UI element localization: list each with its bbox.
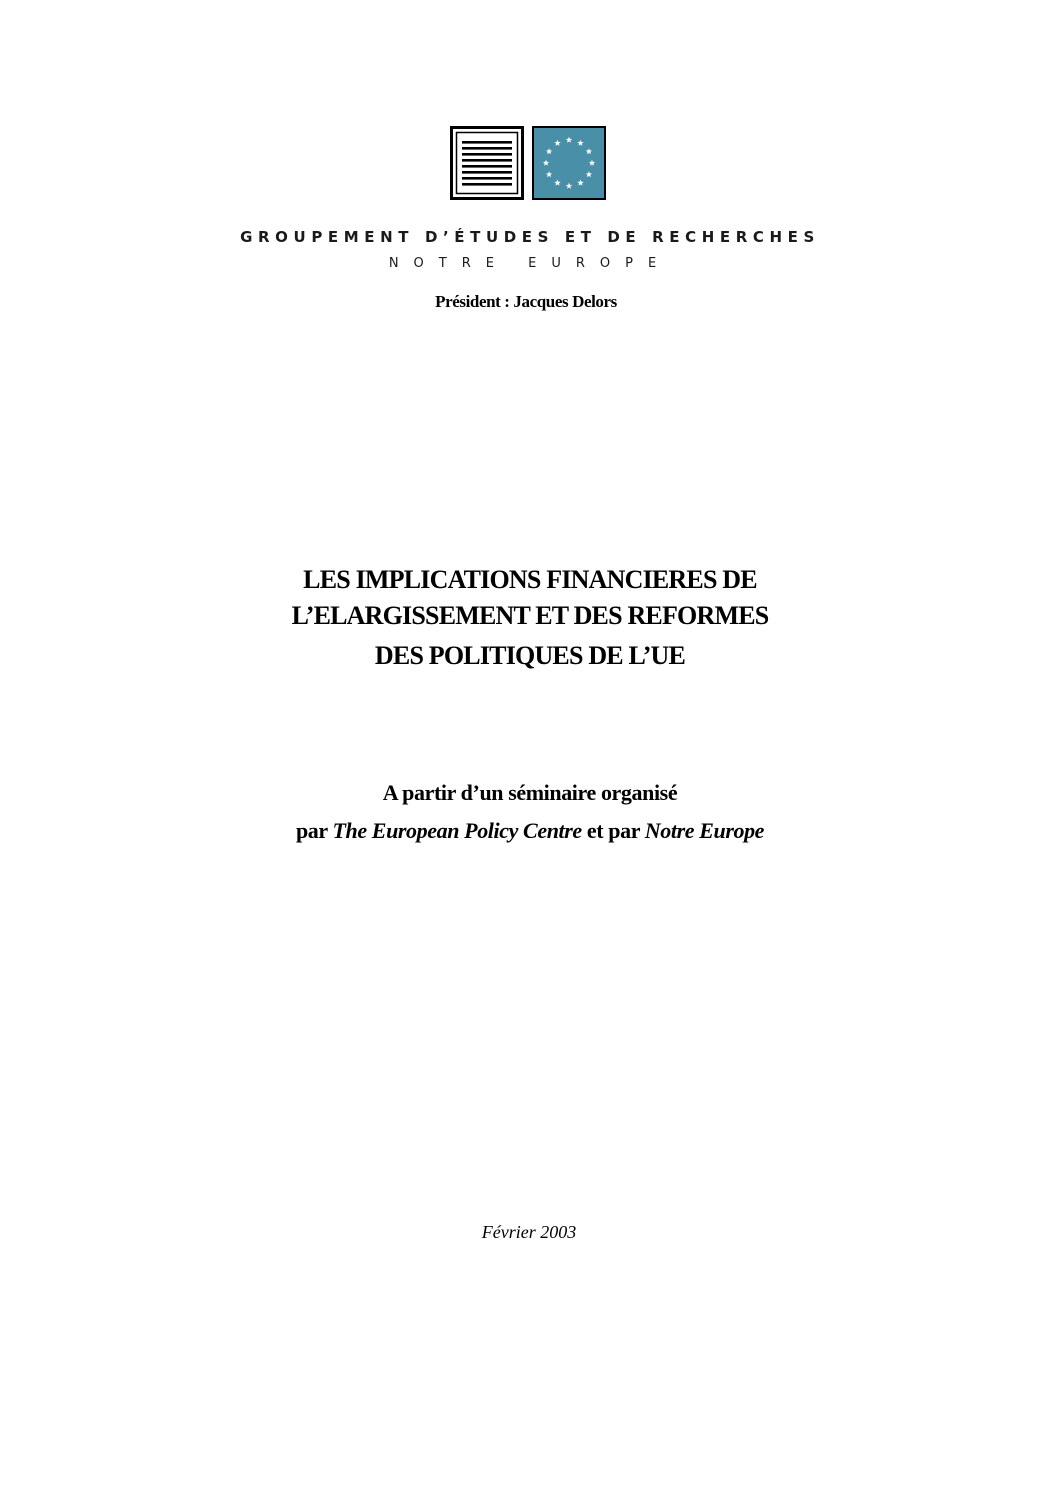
seminar-line-2-middle: et par <box>581 818 645 843</box>
seminar-info <box>0 774 1060 850</box>
president-line: Président : Jacques Delors <box>435 292 617 311</box>
seminar-line-2 <box>0 812 1060 850</box>
organizer-epc: The European Policy Centre <box>332 818 582 843</box>
publication-date: Février 2003 <box>481 1222 577 1242</box>
title-line-2: L’ELARGISSEMENT ET DES REFORMES <box>291 601 769 630</box>
seminar-line-1: A partir d’un séminaire organisé <box>382 780 678 805</box>
organization-name: GROUPEMENT D’ÉTUDES ET DE RECHERCHES <box>240 228 820 246</box>
eu-stars-icon <box>532 126 606 200</box>
notre-europe-logo <box>450 126 606 200</box>
organization-subtitle: NOTRE EUROPE <box>388 256 672 271</box>
title-line-1: LES IMPLICATIONS FINANCIERES DE <box>303 565 757 594</box>
document-lines-icon <box>452 128 523 199</box>
organizer-notre-europe: Notre Europe <box>644 818 765 843</box>
title-line-3: DES POLITIQUES DE L’UE <box>374 641 686 670</box>
seminar-line-2-prefix: par <box>295 818 333 843</box>
document-title <box>0 562 1060 674</box>
